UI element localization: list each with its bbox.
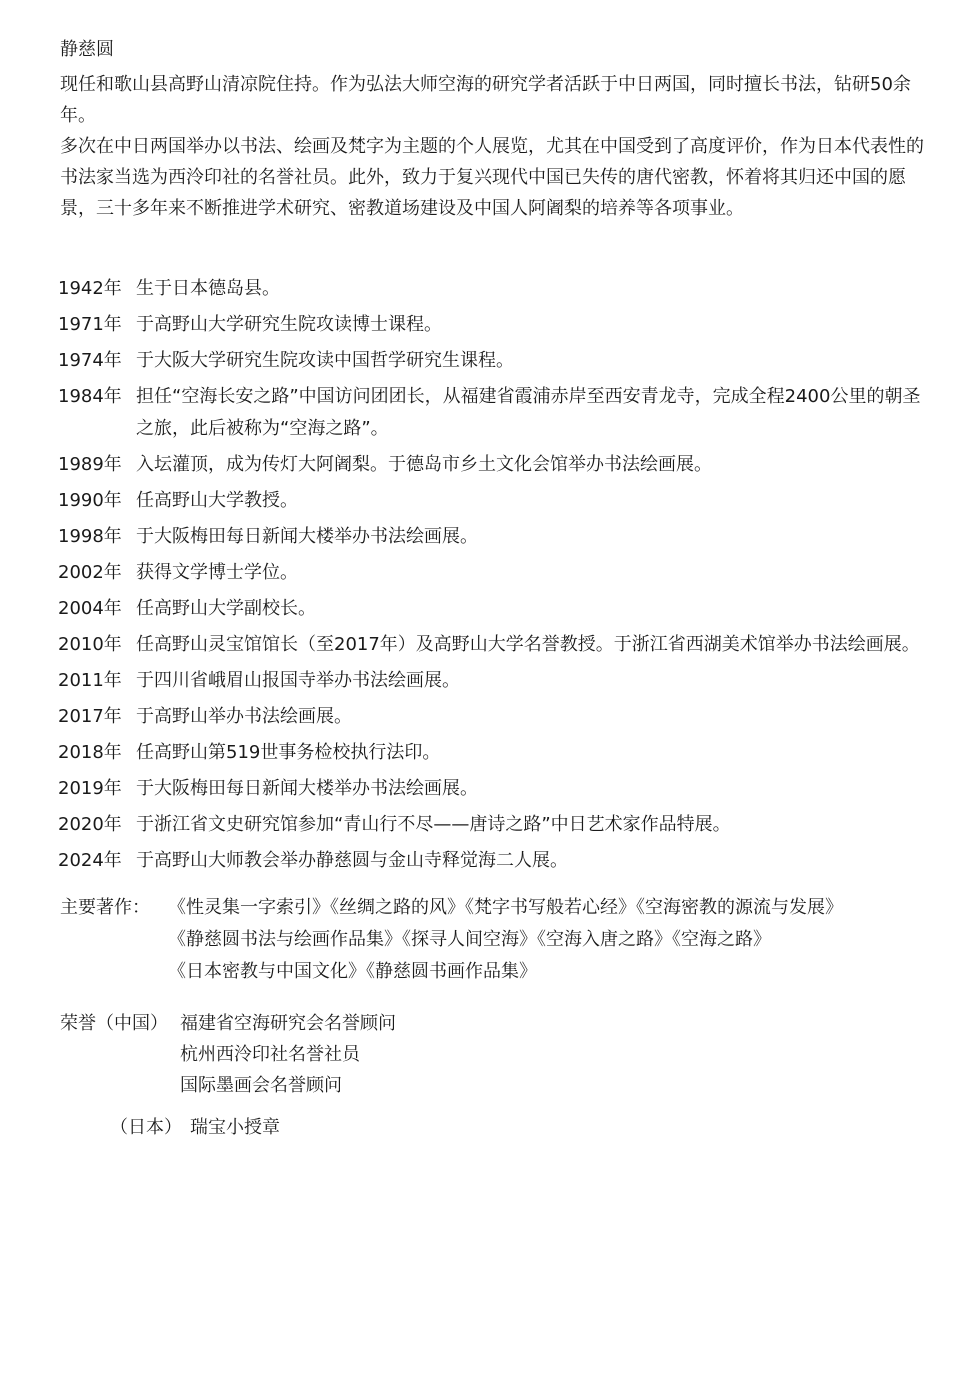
timeline-row [58, 275, 938, 305]
honors-china-label: 荣誉（中国） [60, 1013, 168, 1034]
timeline-year: 2002年 [58, 562, 122, 583]
timeline-row [58, 595, 938, 625]
timeline-text: 于高野山大学研究生院攻读博士课程。 [136, 313, 442, 335]
intro-paragraph: 多次在中日两国举办以书法、绘画及梵字为主题的个人展览，尤其在中国受到了高度评价，作为日本代表性的书法家当选为西泠印社的名誉社员。此外，致力于复兴现代中国已失传的唐代密教，怀着将其归还中国的愿景，三十多年来不断推进学术研究、密教道场建设及中国人阿阇梨的培养等各项事业。 [60, 136, 924, 219]
timeline-year: 1974年 [58, 350, 122, 371]
honor-item: 杭州西泠印社名誉社员 [180, 1044, 360, 1065]
timeline-row [58, 523, 938, 553]
timeline-text: 于大阪梅田每日新闻大楼举办书法绘画展。 [136, 525, 478, 547]
timeline-year: 2011年 [58, 670, 122, 691]
timeline-text: 于高野山举办书法绘画展。 [136, 705, 352, 727]
timeline-text: 于浙江省文史研究馆参加“青山行不尽——唐诗之路”中日艺术家作品特展。 [136, 813, 731, 835]
person-name: 静慈圆 [60, 39, 114, 60]
timeline-year: 1989年 [58, 454, 122, 475]
honors-china-list [180, 1008, 396, 1101]
timeline-text: 获得文学博士学位。 [136, 561, 298, 583]
timeline-text: 于大阪梅田每日新闻大楼举办书法绘画展。 [136, 777, 478, 799]
timeline-year: 2004年 [58, 598, 122, 619]
timeline-row [58, 347, 938, 377]
timeline-year: 2019年 [58, 778, 122, 799]
works-label: 主要著作： [60, 897, 150, 918]
timeline-text: 担任“空海长安之路”中国访问团团长，从福建省霞浦赤岸至西安青龙寺，完成全程2400公里的朝圣之旅，此后被称为“空海之路”。 [136, 385, 921, 439]
honors-japan-section [110, 1112, 280, 1143]
timeline-year: 1971年 [58, 314, 122, 335]
timeline-row [58, 847, 938, 877]
timeline-row [58, 775, 938, 805]
honor-item: 福建省空海研究会名誉顾问 [180, 1013, 396, 1034]
timeline-year: 1990年 [58, 490, 122, 511]
timeline-year: 2010年 [58, 634, 122, 655]
intro-section [60, 69, 930, 224]
honor-item: 国际墨画会名誉顾问 [180, 1075, 342, 1096]
timeline-text: 任高野山灵宝馆馆长（至2017年）及高野山大学名誉教授。于浙江省西湖美术馆举办书法绘画展。 [136, 633, 920, 655]
timeline-text: 任高野山大学教授。 [136, 489, 298, 511]
timeline-row [58, 631, 938, 661]
timeline-text: 于四川省峨眉山报国寺举办书法绘画展。 [136, 669, 460, 691]
works-list [168, 892, 843, 988]
timeline-text: 任高野山第519世事务检校执行法印。 [136, 741, 441, 763]
timeline-row [58, 311, 938, 341]
intro-paragraph: 现任和歌山县高野山清凉院住持。作为弘法大师空海的研究学者活跃于中日两国，同时擅长书法，钻研50余年。 [60, 74, 911, 126]
timeline-text: 于高野山大师教会举办静慈圆与金山寺释觉海二人展。 [136, 849, 568, 871]
timeline-text: 任高野山大学副校长。 [136, 597, 316, 619]
works-line: 《日本密教与中国文化》《静慈圆书画作品集》 [168, 961, 537, 982]
timeline-year: 2018年 [58, 742, 122, 763]
timeline-text: 入坛灌顶，成为传灯大阿阇梨。于德岛市乡土文化会馆举办书法绘画展。 [136, 453, 712, 475]
timeline-row [58, 383, 938, 445]
timeline-year: 1998年 [58, 526, 122, 547]
timeline-row [58, 703, 938, 733]
timeline-row [58, 667, 938, 697]
timeline-row [58, 451, 938, 481]
timeline-year: 2017年 [58, 706, 122, 727]
timeline-row [58, 559, 938, 589]
honors-japan-label: （日本） [110, 1117, 182, 1138]
timeline-row [58, 487, 938, 517]
timeline-year: 2020年 [58, 814, 122, 835]
works-line: 《静慈圆书法与绘画作品集》《探寻人间空海》《空海入唐之路》《空海之路》 [168, 929, 771, 950]
timeline-text: 于大阪大学研究生院攻读中国哲学研究生课程。 [136, 349, 514, 371]
timeline-row [58, 739, 938, 769]
timeline [58, 275, 938, 883]
timeline-year: 1942年 [58, 278, 122, 299]
honor-item: 瑞宝小授章 [190, 1117, 280, 1138]
timeline-year: 1984年 [58, 386, 122, 407]
timeline-row [58, 811, 938, 841]
works-line: 《性灵集一字索引》《丝绸之路的风》《梵字书写般若心经》《空海密教的源流与发展》 [168, 897, 843, 918]
timeline-year: 2024年 [58, 850, 122, 871]
timeline-text: 生于日本德岛县。 [136, 277, 280, 299]
